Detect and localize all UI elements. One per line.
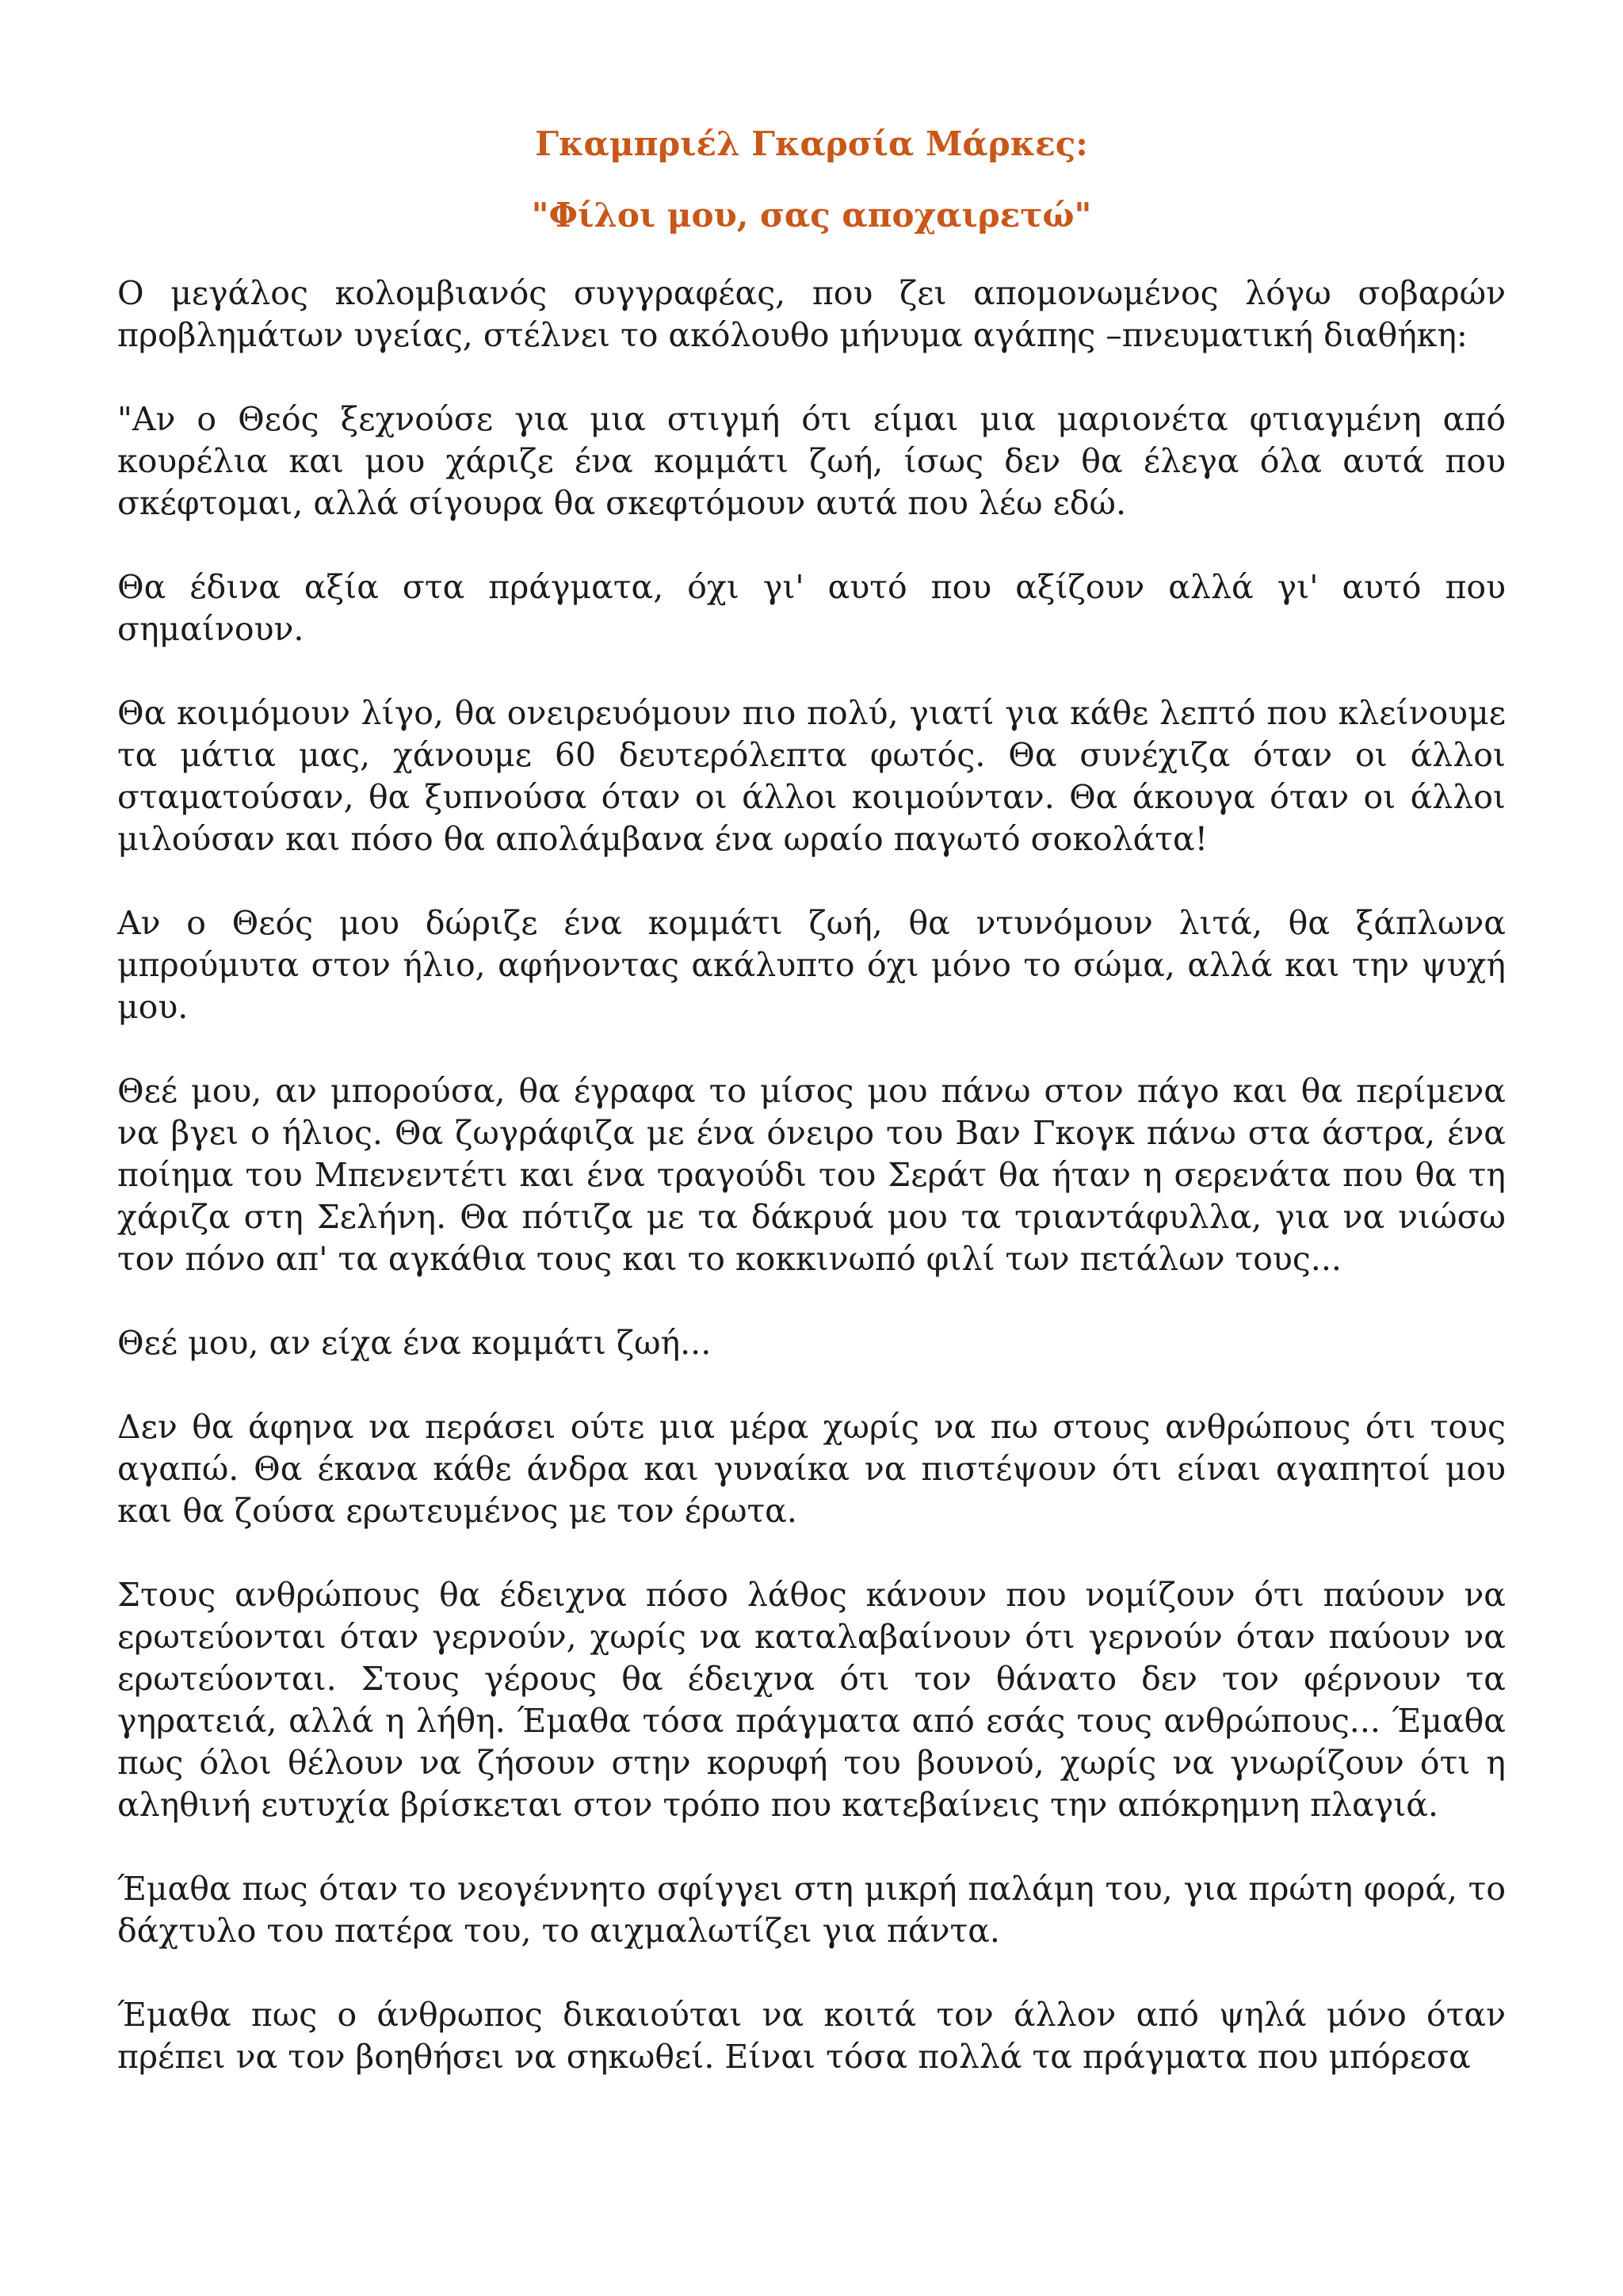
paragraph: Έμαθα πως όταν το νεογέννητο σφίγγει στη μικρή παλάμη του, για πρώτη φορά, το δάχτυλο του πατέρα του, το αιχμαλωτίζει για πάντα. [117,1870,1506,1950]
document-title: Γκαμπριέλ Γκαρσία Μάρκες: [535,124,1088,163]
paragraph: "Αν ο Θεός ξεχνούσε για μια στιγμή ότι είμαι μια μαριονέτα φτιαγμένη από κουρέλια και μου χάριζε ένα κομμάτι ζωή, ίσως δεν θα έλεγα όλα αυτά που σκέφτομαι, αλλά σίγουρα θα σκεφτόμουν αυτά που λέω εδώ. [117,400,1506,522]
paragraph: Θεέ μου, αν είχα ένα κομμάτι ζωή... [117,1324,712,1362]
document-subtitle: "Φίλοι μου, σας αποχαιρετώ" [531,196,1092,235]
paragraph: Θα κοιμόμουν λίγο, θα ονειρευόμουν πιο πολύ, γιατί για κάθε λεπτό που κλείνουμε τα μάτια μας, χάνουμε 60 δευτερόλεπτα φωτός. Θα συνέχιζα όταν οι άλλοι σταματούσαν, θα ξυπνούσα όταν οι άλλοι κοιμούνταν. Θα άκουγα όταν οι άλλοι μιλούσαν και πόσο θα απολάμβανα ένα ωραίο παγωτό σοκολάτα! [117,694,1506,858]
paragraph: Στους ανθρώπους θα έδειχνα πόσο λάθος κάνουν που νομίζουν ότι παύουν να ερωτεύονται όταν γερνούν, χωρίς να καταλαβαίνουν ότι γερνούν όταν παύουν να ερωτεύονται. Στους γέρους θα έδειχνα ότι τον θάνατο δεν τον φέρνουν τα γηρατειά, αλλά η λήθη. Έμαθα τόσα πράγματα από εσάς τους ανθρώπους... Έμαθα πως όλοι θέλουν να ζήσουν στην κορυφή του βουνού, χωρίς να γνωρίζουν ότι η αληθινή ευτυχία βρίσκεται στον τρόπο που κατεβαίνεις την απόκρημνη πλαγιά. [117,1576,1506,1824]
paragraph: Αν ο Θεός μου δώριζε ένα κομμάτι ζωή, θα ντυνόμουν λιτά, θα ξάπλωνα μπρούμυτα στον ήλιο, αφήνοντας ακάλυπτο όχι μόνο το σώμα, αλλά και την ψυχή μου. [117,904,1506,1026]
paragraph: Έμαθα πως ο άνθρωπος δικαιούται να κοιτά τον άλλον από ψηλά μόνο όταν πρέπει να τον βοηθήσει να σηκωθεί. Είναι τόσα πολλά τα πράγματα που μπόρεσα [117,1996,1506,2076]
document-body [117,117,1506,2078]
paragraph: Δεν θα άφηνα να περάσει ούτε μια μέρα χωρίς να πω στους ανθρώπους ότι τους αγαπώ. Θα έκανα κάθε άνδρα και γυναίκα να πιστέψουν ότι είναι αγαπητοί μου και θα ζούσα ερωτευμένος με τον έρωτα. [117,1408,1506,1530]
paragraph: Θεέ μου, αν μπορούσα, θα έγραφα το μίσος μου πάνω στον πάγο και θα περίμενα να βγει ο ήλιος. Θα ζωγράφιζα με ένα όνειρο του Βαν Γκογκ πάνω στα άστρα, ένα ποίημα του Μπενεντέτι και ένα τραγούδι του Σεράτ θα ήταν η σερενάτα που θα τη χάριζα στη Σελήνη. Θα πότιζα με τα δάκρυά μου τα τριαντάφυλλα, για να νιώσω τον πόνο απ' τα αγκάθια τους και το κοκκινωπό φιλί των πετάλων τους... [117,1072,1506,1278]
paragraph-intro: Ο μεγάλος κολομβιανός συγγραφέας, που ζει απομονωμένος λόγω σοβαρών προβλημάτων υγείας, στέλνει το ακόλουθο μήνυμα αγάπης –πνευματική διαθήκη: [117,274,1506,354]
paragraph: Θα έδινα αξία στα πράγματα, όχι γι' αυτό που αξίζουν αλλά γι' αυτό που σημαίνουν. [117,568,1506,648]
